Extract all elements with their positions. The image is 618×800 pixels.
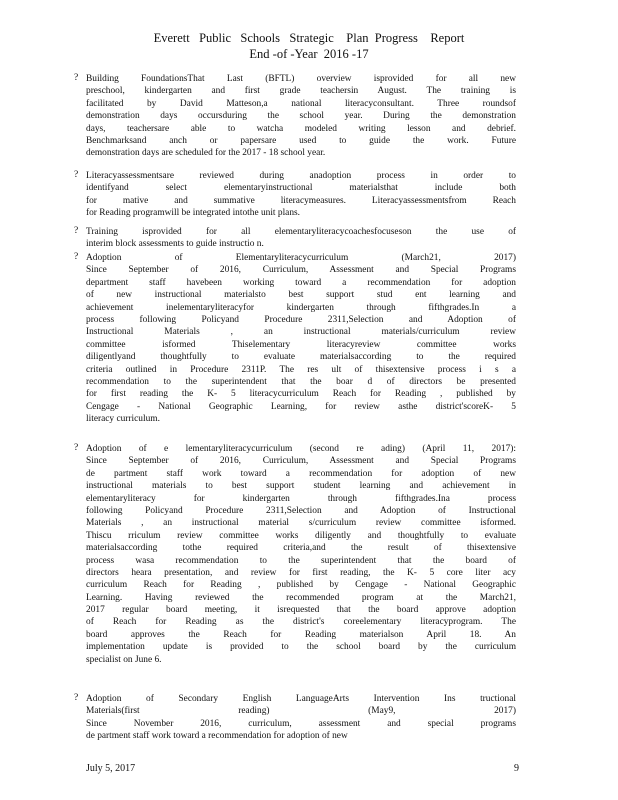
page-number: 9 [514, 763, 519, 774]
text-line: Since September of 2016, Curriculum, Assessment and Special Programs [86, 456, 516, 467]
report-title: Everett Public Schools Strategic Plan Progress Report [153, 31, 465, 45]
text-line: directors heara presentation, and review for first reading, the K- 5 core liter acy [86, 567, 516, 578]
text-line: diligentlyand thoughtfully to evaluate materialsaccording to the required [86, 352, 516, 363]
bullet-item [74, 170, 516, 220]
text-line: demonstration days are scheduled for the 2017 - 18 school year. [86, 148, 326, 159]
text-line: literacy curriculum. [86, 414, 160, 425]
text-line: elementaryliteracy for kindergarten through fifthgrades.Ina process [86, 493, 516, 504]
text-line: Adoption of Secondary English LanguageArts Intervention Ins tructional [86, 694, 516, 704]
text-line: Adoption of Elementaryliteracycurriculum (March21, 2017) [86, 253, 516, 263]
bullet-glyph: ? [74, 252, 79, 262]
text-line: Adoption of e lementaryliteracycurriculum (second re ading) (April 11, 2017): [86, 444, 516, 454]
footer-date: July 5, 2017 [86, 763, 136, 774]
text-line: Instructional Materials , an instructional materials/curriculum review [86, 327, 516, 338]
bullet-glyph: ? [74, 443, 79, 453]
report-subtitle: End -of -Year 2016 -17 [249, 47, 369, 61]
text-line: for Reading programwill be integrated intothe unit plans. [86, 208, 301, 219]
text-line: Since November 2016, curriculum, assessment and special programs [86, 718, 516, 729]
text-line: for mative and summative literacymeasures. Literacyassessmentsfrom Reach [86, 195, 516, 206]
text-line: interim block assessments to guide instructio n. [86, 239, 264, 250]
text-line: materialsaccording tothe required criteria,and the result of thisextensive [86, 543, 516, 554]
text-line: recommendation to the superintendent that the boar d of directors be presented [86, 376, 516, 387]
text-line: facilitated by David Matteson,a national literacyconsultant. Three roundsof [86, 98, 516, 109]
text-line: Cengage - National Geographic Learning, for review asthe district'scoreK- 5 [86, 401, 516, 412]
text-line: de partment staff work toward a recommendation for adoption of new [86, 731, 348, 742]
text-line: demonstration days occursduring the school year. During the demonstration [86, 111, 516, 122]
bullet-glyph: ? [74, 170, 79, 180]
text-line: of new instructional materialsto best support stud ent learning and [86, 290, 516, 301]
text-line: following Policyand Procedure 2311,Selection and Adoption of Instructional [86, 505, 516, 516]
text-line: 2017 regular board meeting, it isrequested that the board approve adoption [86, 605, 516, 616]
text-line: process wasa recommendation to the superintendent that the board of [86, 555, 516, 566]
text-line: curriculum Reach for Reading , published by Cengage - National Geographic [86, 580, 516, 591]
text-line: implementation update is provided to the school board by the curriculum [86, 642, 516, 653]
text-line: Materials(first reading) (May9, 2017) [86, 706, 516, 717]
bullet-item [74, 252, 516, 425]
text-line: Learning. Having reviewed the recommended program at the March21, [86, 592, 516, 603]
text-line: preschool, kindergarten and first grade teachersin August. The training is [86, 86, 516, 97]
text-line: Thiscu rriculum review committee works diligently and thoughtfully to evaluate [86, 530, 516, 541]
text-line: Materials , an instructional material s/curriculum review committee isformed. [86, 518, 516, 529]
text-line: department staff havebeen working toward a recommendation for adoption [86, 277, 516, 288]
text-line: Literacyassessmentsare reviewed during anadoption process in order to [86, 171, 516, 181]
bullet-item [74, 693, 516, 743]
text-line: de partment staff work toward a recommendation for adoption of new [86, 468, 516, 479]
bullet-item [74, 443, 516, 666]
text-line: achievement inelementaryliteracyfor kindergarten through fifthgrades.In a [86, 302, 516, 313]
text-line: days, teachersare able to watcha modeled writing lesson and debrief. [86, 123, 516, 134]
text-line: criteria outlined in Procedure 2311P. The res ult of thisextensive process i s a [86, 364, 516, 375]
text-line: identifyand select elementaryinstructional materialsthat include both [86, 183, 516, 194]
text-line: Since September of 2016, Curriculum, Assessment and Special Programs [86, 265, 516, 276]
bullet-glyph: ? [74, 226, 79, 236]
text-line: Building FoundationsThat Last (BFTL) overview isprovided for all new [86, 74, 516, 84]
text-line: of Reach for Reading as the district's coreelementary literacyprogram. The [86, 617, 516, 628]
text-line: board approves the Reach for Reading materialson April 18. An [86, 629, 516, 640]
text-line: specialist on June 6. [86, 654, 162, 665]
text-line: Training isprovided for all elementaryliteracycoachesfocuseson the use of [86, 227, 516, 237]
bullet-item [74, 73, 516, 160]
text-line: Benchmarksand anch or papersare used to guide the work. Future [86, 135, 516, 146]
bullet-glyph: ? [74, 693, 79, 703]
bullet-item [74, 226, 516, 251]
text-line: committee isformed Thiselementary literacyreview committee works [86, 339, 516, 350]
bullet-glyph: ? [74, 73, 79, 83]
text-line: process following Policyand Procedure 2311,Selection and Adoption of [86, 314, 516, 325]
text-line: for first reading the K- 5 literacycurriculum Reach for Reading , published by [86, 389, 516, 400]
text-line: instructional materials to best support student learning and achievement in [86, 481, 516, 492]
